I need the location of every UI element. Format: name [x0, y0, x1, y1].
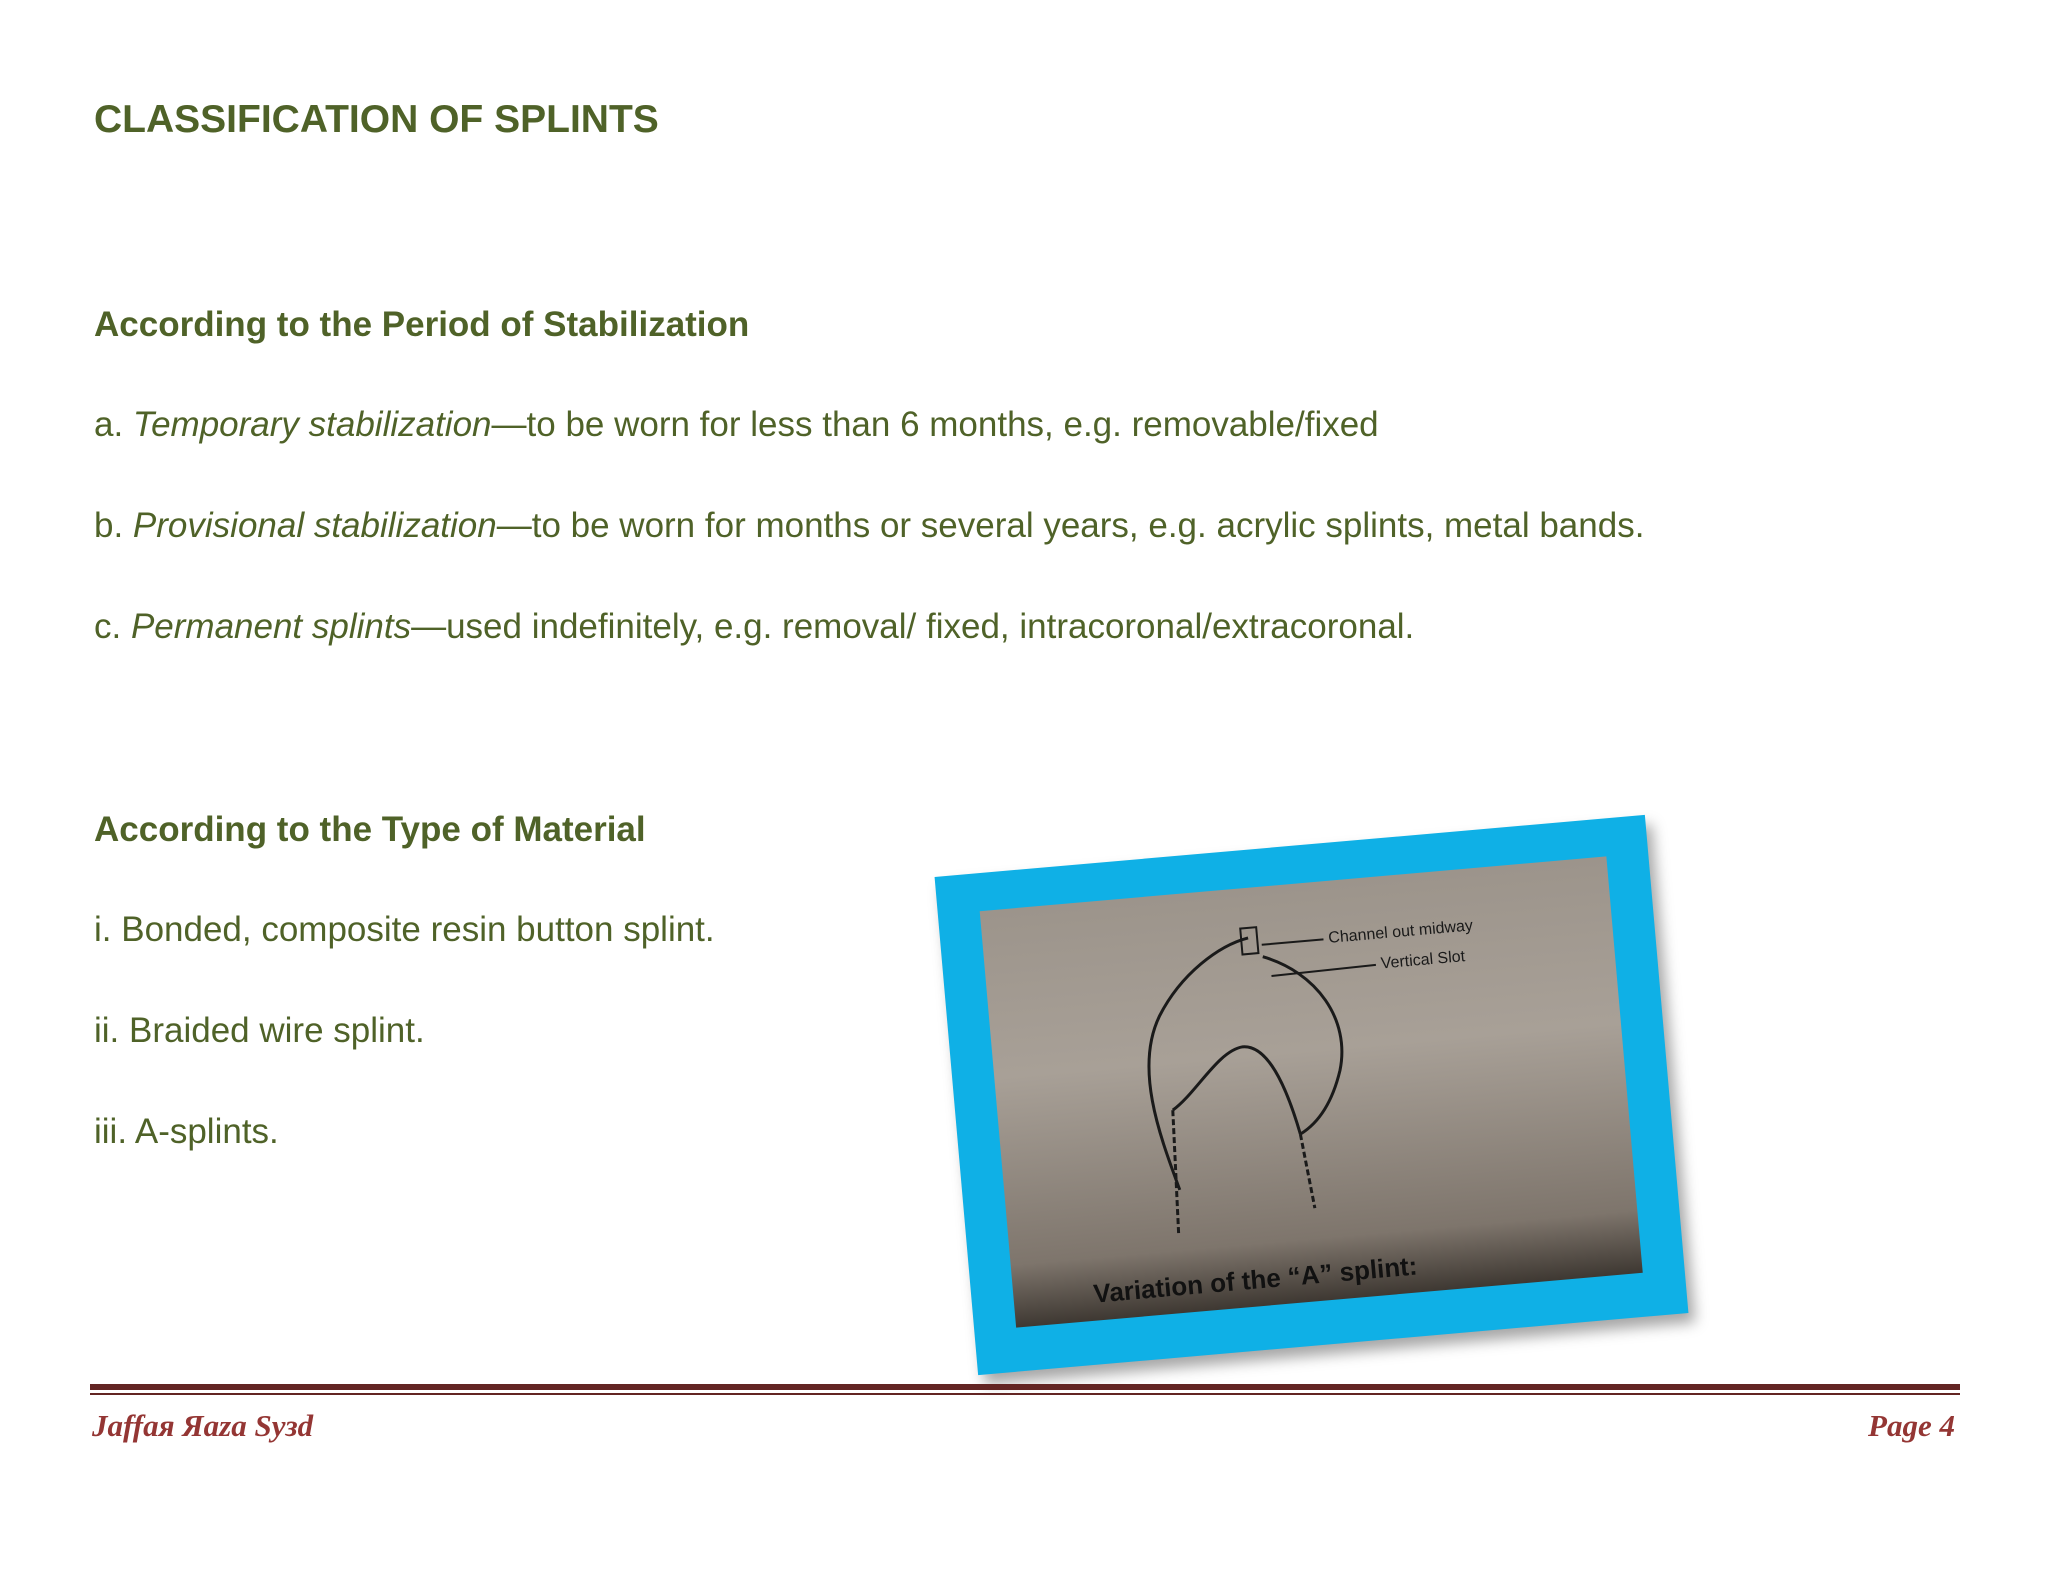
page-title: CLASSIFICATION OF SPLINTS — [94, 98, 659, 141]
label-channel: Channel out midway — [1327, 917, 1474, 947]
footer-author: Jaffaя Яaza Syзd — [92, 1408, 314, 1443]
figure-caption: Variation of the “A” splint: — [1092, 1250, 1419, 1309]
footer-page-number: Page 4 — [1868, 1408, 1955, 1443]
footer-rule-thick — [90, 1384, 1960, 1390]
label-vertical-slot: Vertical Slot — [1380, 948, 1466, 973]
footer-rule-thin — [90, 1393, 1960, 1395]
a-splint-photo — [980, 856, 1643, 1327]
list-item-temporary: a. Temporary stabilization—to be worn for less than 6 months, e.g. removable/fixed — [94, 405, 1379, 444]
list-item-a-splints: iii. A-splints. — [94, 1112, 279, 1151]
section-heading-period: According to the Period of Stabilization — [94, 305, 750, 344]
section-heading-material: According to the Type of Material — [94, 810, 646, 849]
list-item-bonded: i. Bonded, composite resin button splint. — [94, 910, 715, 949]
a-splint-figure — [935, 815, 1689, 1375]
a-splint-drawing — [980, 856, 1643, 1327]
list-item-permanent: c. Permanent splints—used indefinitely, e.g. removal/ fixed, intracoronal/extracoronal. — [94, 607, 1415, 646]
list-item-provisional: b. Provisional stabilization—to be worn for months or several years, e.g. acrylic splints, metal bands. — [94, 506, 1645, 545]
list-item-braided: ii. Braided wire splint. — [94, 1011, 425, 1050]
